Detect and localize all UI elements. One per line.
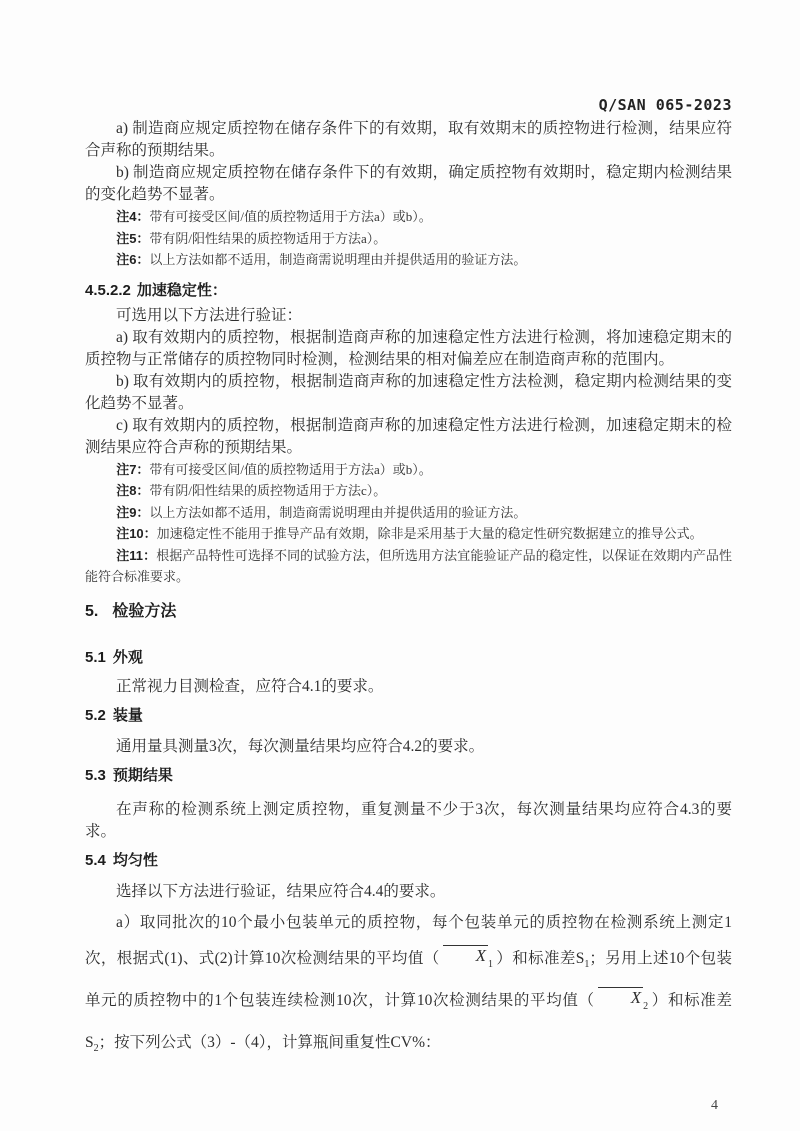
note-label: 注9：	[116, 504, 150, 520]
x-overbar: X	[598, 987, 643, 1006]
note-label: 注6：	[116, 252, 150, 267]
note-text: 带有阴/阳性结果的质控物适用于方法c）。	[149, 483, 387, 498]
note-9	[85, 502, 732, 524]
subsection-title: 外观	[112, 648, 143, 666]
spacer	[85, 871, 732, 881]
note-7	[85, 459, 732, 481]
paragraph-expected-results: 在声称的检测系统上测定质控物，重复测量不少于3次，每次测量结果均应符合4.3的要求。	[85, 800, 732, 840]
note-text: 加速稳定性不能用于推导产品有效期，除非是采用基于大量的稳定性研究数据建立的推导公式。	[156, 526, 703, 541]
paragraph-appearance: 正常视力目测检查，应符合4.1的要求。	[116, 677, 384, 695]
note-text: 根据产品特性可选择不同的试验方法，但所选用方法宜能验证产品的稳定性，以保证在效期内产品性能符合标准要求。	[85, 547, 732, 584]
note-6	[85, 249, 732, 271]
note-text: 以上方法如都不适用，制造商需说明理由并提供适用的验证方法。	[149, 252, 527, 267]
subsection-title: 装量	[112, 706, 143, 724]
paragraph-accel-intro: 可选用以下方法进行验证：	[116, 306, 303, 324]
x-overbar: X	[443, 945, 488, 964]
heading-test-methods	[85, 602, 732, 622]
note-text: 以上方法如都不适用，制造商需说明理由并提供适用的验证方法。	[149, 504, 527, 520]
clause-number: 4.5.2.2	[85, 281, 131, 299]
xbar2-subscript: 2	[643, 1000, 649, 1012]
s1-subscript: 1	[584, 958, 590, 970]
spacer	[85, 758, 732, 766]
subsection-title: 均匀性	[112, 851, 158, 869]
formula-text-segment: ）和标准差S	[495, 949, 585, 967]
heading-homogeneity	[85, 851, 732, 871]
accelerated-notes	[85, 459, 732, 588]
formula-text-segment: ；另用上述10个包装单元的质控物中的1个包装连续检测10次，计算10次检测结果的平均值（	[85, 949, 732, 1009]
paragraph-accel-item-b: b) 取有效期内的质控物，根据制造商声称的加速稳定性方法检测，稳定期内检测结果的变化趋势不显著。	[85, 372, 732, 412]
note-label: 注11：	[116, 547, 157, 563]
spacer	[85, 843, 732, 851]
paragraph-storage-item-b: b) 制造商应规定质控物在储存条件下的有效期，确定质控物有效期时，稳定期内检测结果的变化趋势不显著。	[85, 164, 732, 203]
xbar1-symbol	[440, 945, 496, 970]
spacer	[85, 622, 732, 648]
paragraph-fill-volume: 通用量具测量3次，每次测量结果均应符合4.2的要求。	[116, 737, 485, 755]
xbar1-subscript: 1	[487, 958, 493, 970]
formula-text-segment: ；按下列公式（3）-（4），计算瓶间重复性CV%：	[98, 1033, 441, 1051]
note-text: 带有可接受区间/值的质控物适用于方法a）或b）。	[149, 461, 432, 477]
formula-text-segment: ）和标准差S	[85, 991, 732, 1051]
spacer	[85, 698, 732, 706]
section-title: 检验方法	[112, 602, 177, 620]
note-text: 带有可接受区间/值的质控物适用于方法a）或b）。	[149, 209, 432, 224]
paragraph-accel-item-a: a) 取有效期内的质控物，根据制造商声称的加速稳定性方法进行检测，将加速稳定期末的质控物与正常储存的质控物同时检测，检测结果的相对偏差应在制造商声称的范围内。	[85, 328, 732, 368]
section-number: 5.	[85, 602, 99, 620]
doc-number: Q/SAN 065-2023	[598, 96, 732, 114]
note-11	[85, 545, 732, 588]
note-label: 注10：	[116, 526, 157, 541]
subsection-number: 5.1	[85, 648, 106, 666]
page-content	[85, 96, 732, 1067]
heading-accelerated-stability	[85, 281, 732, 301]
note-text: 带有阴/阳性结果的质控物适用于方法a）。	[149, 230, 387, 246]
subsection-title: 预期结果	[112, 766, 173, 784]
xbar2-symbol	[595, 987, 651, 1012]
subsection-number: 5.3	[85, 766, 106, 784]
heading-appearance	[85, 648, 732, 668]
page-number: 4	[711, 1098, 718, 1113]
paragraph-accel-item-c: c) 取有效期内的质控物，根据制造商声称的加速稳定性方法进行检测，加速稳定期末的检测结果应符合声称的预期结果。	[85, 416, 732, 456]
heading-expected-results	[85, 766, 732, 786]
spacer	[85, 786, 732, 799]
storage-notes	[85, 206, 732, 271]
note-8	[85, 480, 732, 502]
subsection-number: 5.2	[85, 706, 106, 724]
note-10	[85, 523, 732, 545]
note-5	[85, 228, 732, 250]
formula-text-segment: a）取同批次的10个最小包装单元的质控物，每个包装单元的质控物在检测系统上测定1次，根据式(1)、式(2)计算10次检测结果的平均值（	[85, 913, 732, 967]
clause-title: 加速稳定性：	[136, 281, 227, 299]
note-label: 注4：	[116, 209, 150, 224]
s2-subscript: 2	[93, 1042, 99, 1054]
note-4	[85, 206, 732, 228]
note-label: 注7：	[116, 461, 150, 477]
spacer	[85, 726, 732, 736]
note-label: 注8：	[116, 483, 150, 498]
note-label: 注5：	[116, 230, 150, 246]
paragraph-homogeneity-item-a	[85, 905, 732, 1067]
spacer	[85, 668, 732, 676]
heading-fill-volume	[85, 706, 732, 726]
paragraph-homogeneity-intro: 选择以下方法进行验证，结果应符合4.4的要求。	[116, 882, 446, 900]
paragraph-storage-item-a: a) 制造商应规定质控物在储存条件下的有效期，取有效期末的质控物进行检测，结果应符合声称的预期结果。	[85, 120, 732, 159]
subsection-number: 5.4	[85, 851, 106, 869]
